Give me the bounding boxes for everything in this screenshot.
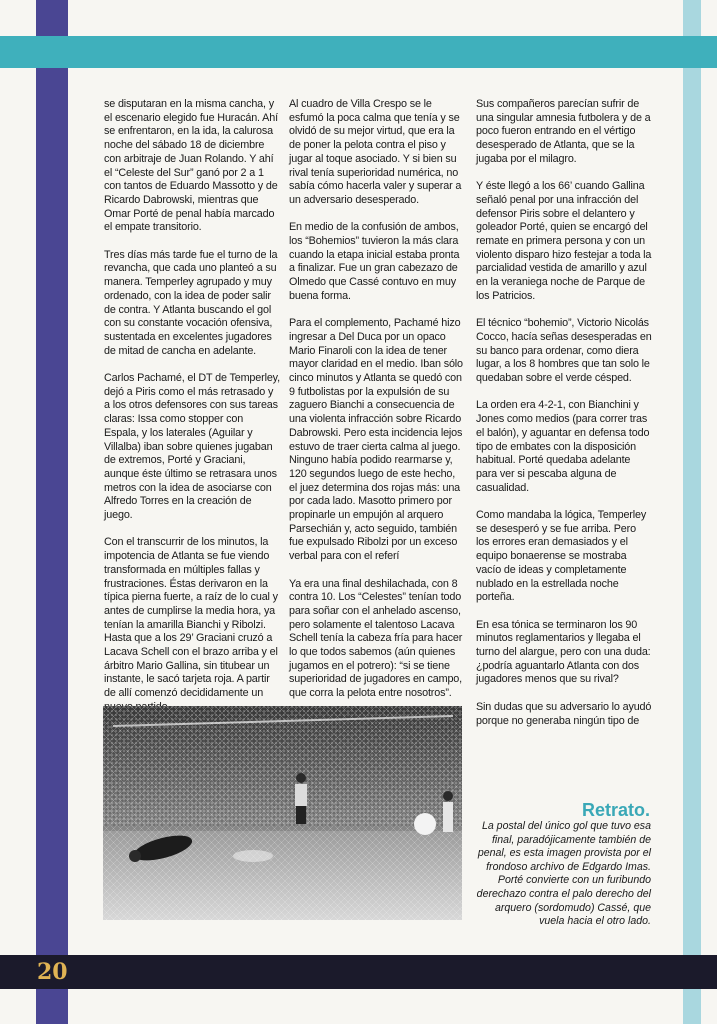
goal-net xyxy=(103,706,462,920)
match-photo xyxy=(103,706,462,920)
article-column-2 xyxy=(289,98,465,715)
player-figure-striker xyxy=(295,773,307,824)
paragraph: Con el transcurrir de los minutos, la impotencia de Atlanta se fue viendo transformada en múltiples fallas y frustraciones. Éstas derivaron en la típica pierna fuerte, a raíz de lo cual y antes de cumplirse la media hora, ya tenían la amarilla Bianchi y Ribolzi. Hasta que a los 29’ Graciani cruzó a Lacava Schell con el brazo arriba y el árbitro Mario Gallina, sin titubear un instante, le sacó tarjeta roja. A partir de allí comenzó decididamente un xyxy=(104,536,278,700)
header-band xyxy=(0,36,717,68)
article-column-1 xyxy=(104,98,280,728)
caption-text: La postal del único gol que tuvo esa final, paradójicamente también de penal, es esta imagen provista por el frondoso archivo de Edgardo Imas. Porté convierte con un furibundo derechazo contra el palo derecho del arquero (sordomudo) Cassé, que vuela hacia el otro lado. xyxy=(476,820,651,928)
right-decorative-stripe xyxy=(683,0,701,1024)
paragraph: La orden era 4-2-1, con Bianchini y Jones como medios (para correr tras el balón), y aguantar en defensa todo tipo de embates con la disposición habitual. Porté quedaba adelante para ver si pescaba alguna de casualidad. xyxy=(476,399,650,494)
paragraph: Carlos Pachamé, el DT de Temperley, dejó a Piris como el más retrasado y a los otros defensores con sus tareas claras: Issa como stopper con Espala, y los laterales (Aguilar y Villalba) iban sobre quienes jugaban de extremos, Porté y Graciani, aunque éste último se retrasara unos metros con la idea de asociarse con Alfredo Torres en la creación de juego. xyxy=(104,372,280,522)
paragraph: En medio de la confusión de ambos, los “Bohemios” tuvieron la más clara cuando la etapa inicial estaba pronta a finalizar. Fue un gran cabezazo de Olmedo que Cassé contuvo en muy buena forma. xyxy=(289,221,460,302)
article-column-3 xyxy=(476,98,652,742)
penal-goal-photo xyxy=(103,706,462,920)
paragraph: El técnico “bohemio”, Victorio Nicolás Cocco, hacía señas desesperadas en su banco para ordenar, como diera lugar, a los 8 hombres que tan solo le quedaban sobre el verde césped. xyxy=(476,317,652,385)
paragraph: Como mandaba la lógica, Temperley se desesperó y se fue arriba. Pero los errores eran demasiados y el equipo bonaerense se mostraba vacío de ideas y completamente nublado en la estrellada noche porteña. xyxy=(476,509,647,604)
ball xyxy=(414,813,436,835)
paragraph: se disputaran en la misma cancha, y el escenario elegido fue Huracán. Ahí se enfrentaron, en la ida, la calurosa noche del sábado 18 de diciembre con arbitraje de Juan Rolando. Y ahí el “Celeste del Sur” ganó por 2 a 1 con tantos de Eduardo Massotto y de Ricardo Dabrowski, mientras que Omar Porté de penal había marcado el empate transitorio. xyxy=(104,98,278,234)
grass-highlight xyxy=(233,850,273,862)
paragraph: En esa tónica se terminaron los 90 minutos reglamentarios y llegaba el turno del alargue, pero con una duda: ¿podría aguantarlo Atlanta con dos jugadores menos que su rival? xyxy=(476,618,651,686)
paragraph: Para el complemento, Pachamé hizo ingresar a Del Duca por un opaco Mario Finaroli con la idea de tener mayor claridad en el medio. Iban sólo cinco minutos y Atlanta se quedó con 9 futbolistas por la expulsión de su zaguero Bianchi a consecuencia de una violenta infracción sobre Ricardo Dabrowski. Pero esta incidencia lejos estuvo de traer cierta calma al juego. Ninguno había podido rearmarse y, 120 segundos luego de este hecho, el juez determina dos rojas más: una por cada lado. Masotto primero por propinarle un empujón al arquero Parsechián y, acto seguido, también fue expulsado Ribolzi por un exceso verbal para con el referí xyxy=(289,317,463,563)
paragraph: Y éste llegó a los 66’ cuando Gallina señaló penal por una infracción del defensor Piris sobre el delantero y goleador Porté, quien se encargó del remate en primera persona y con un violento disparo hizo festejar a toda la parcialidad vestida de amarillo y azul en la veraniega noche de Parque de los Patricios. xyxy=(476,180,652,302)
paragraph: Sin dudas que su adversario lo ayudó porque no generaba ningún tipo de xyxy=(476,700,652,727)
left-decorative-stripe xyxy=(36,0,68,1024)
paragraph: Ya era una final deshilachada, con 8 contra 10. Los “Celestes” tenían todo para soñar con el anhelado ascenso, pero solamente el talentoso Lacava Schell tenía la cabeza fría para hacer lo que todos sabemos (aún quienes jugamos en el potrero): “si se tiene superioridad de jugadores en campo, que corra la pelota entre nosotros”. xyxy=(289,577,463,700)
page-number: 20 xyxy=(37,959,68,985)
paragraph: Tres días más tarde fue el turno de la revancha, que cada uno planteó a su manera. Temperley agrupado y muy ordenado, con la idea de poder salir de contra. Y Atlanta buscando el gol con su constante vocación ofensiva, sustentada en excelentes jugadores de mitad de cancha en adelante. xyxy=(104,248,278,357)
paragraph: Sus compañeros parecían sufrir de una singular amnesia futbolera y de a poco fueron entrando en el vértigo desesperado de Atlanta, que se la jugaba por el milagro. xyxy=(476,98,651,165)
caption-title: Retrato. xyxy=(581,800,650,820)
footer-band xyxy=(0,955,717,989)
paragraph: Al cuadro de Villa Crespo se le esfumó la poca calma que tenía y se olvidó de su mejor virtud, que era la de poner la pelota contra el piso y jugar al toque asociado. Y si bien su rival tenía superioridad numérica, no sabía cómo hacerla valer y superar a un adversario desesperado. xyxy=(289,98,462,206)
player-figure-defender xyxy=(443,791,453,832)
